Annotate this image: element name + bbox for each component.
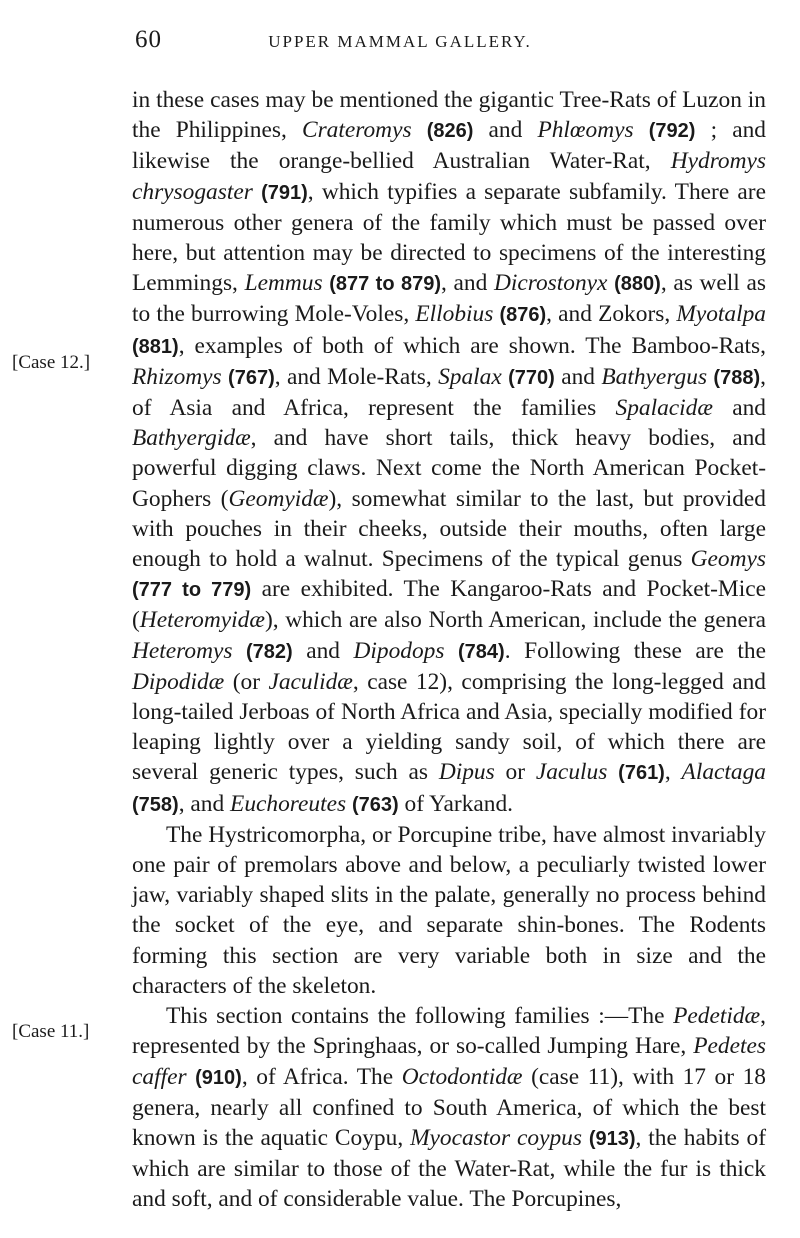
text-run bbox=[634, 117, 649, 143]
taxon-name: Alactaga bbox=[681, 759, 766, 786]
taxon-name: Euchoreutes bbox=[230, 790, 347, 817]
specimen-number: (910) bbox=[195, 1066, 242, 1089]
specimen-number: (880) bbox=[614, 273, 661, 296]
specimen-number: (881) bbox=[132, 335, 179, 358]
specimen-number: (913) bbox=[588, 1127, 636, 1150]
text-run: ; and likewise the orange-bellied Australian Water-Rat, bbox=[132, 117, 766, 175]
paragraph bbox=[132, 85, 766, 820]
text-run: (case 11), with 17 or 18 genera, nearly all confined to South America, of which the best known is the aquatic Coypu, bbox=[132, 1063, 766, 1151]
text-run: , the habits of which are similar to those of the Water-Rat, while the fur is thick and soft, and of considerable value. The Porcupines, bbox=[132, 1124, 766, 1213]
taxon-name: Jaculidæ bbox=[268, 668, 353, 695]
text-run: or bbox=[494, 759, 536, 786]
taxon-name: Geomys bbox=[690, 546, 766, 573]
taxon-name: Phlœomys bbox=[537, 117, 634, 144]
specimen-number: (758) bbox=[132, 793, 179, 816]
text-run bbox=[412, 117, 427, 143]
text-run bbox=[253, 179, 261, 205]
specimen-number: (788) bbox=[713, 366, 761, 389]
text-run: , and bbox=[178, 790, 231, 817]
text-run: , of Africa. The bbox=[241, 1063, 402, 1090]
text-run: , represented by the Springhaas, or so-called Jumping Hare, bbox=[132, 1003, 766, 1060]
taxon-name: Hydromys chrysogaster bbox=[132, 148, 766, 205]
taxon-name: Heteromyidæ bbox=[139, 607, 265, 634]
taxon-name: Pedetes caffer bbox=[132, 1033, 766, 1090]
text-run: , examples of both of which are shown. The Bamboo-Rats, bbox=[178, 332, 766, 359]
text-run: , and Mole-Rats, bbox=[274, 363, 439, 390]
taxon-name: Myocastor coypus bbox=[410, 1124, 582, 1151]
text-run: , as well as to the burrowing Mole-Voles, bbox=[132, 270, 766, 328]
text-run: and bbox=[473, 117, 538, 144]
taxon-name: Crateromys bbox=[301, 117, 412, 144]
taxon-name: Bathyergidæ bbox=[132, 425, 251, 452]
text-run: , and have short tails, thick heavy bodies, and powerful digging claws. Next come the North American Pocket-Gophers ( bbox=[132, 425, 766, 512]
taxon-name: Ellobius bbox=[415, 301, 494, 328]
text-run: and bbox=[292, 637, 354, 664]
text-run bbox=[582, 1125, 589, 1151]
taxon-name: Lemmus bbox=[244, 270, 323, 297]
taxon-name: Octodontidæ bbox=[401, 1063, 523, 1090]
paragraph bbox=[132, 1001, 766, 1214]
text-run: . Following these are the bbox=[504, 637, 766, 664]
specimen-number: (876) bbox=[499, 304, 547, 327]
text-run: ), which are also North American, include the genera bbox=[264, 607, 766, 634]
paragraph bbox=[132, 820, 766, 1001]
text-run: of Yarkand. bbox=[398, 790, 514, 817]
text-run: in these cases may be mentioned the gigantic Tree-Rats of Luzon in the Philippines, bbox=[132, 87, 766, 144]
text-run: , of Asia and Africa, represent the families bbox=[132, 363, 766, 422]
taxon-name: Heteromys bbox=[132, 637, 233, 664]
text-run: and bbox=[554, 363, 602, 390]
taxon-name: Bathyergus bbox=[601, 363, 708, 390]
text-run: and bbox=[712, 395, 767, 422]
body-text bbox=[132, 85, 766, 1215]
specimen-number: (761) bbox=[618, 762, 665, 785]
taxon-name: Geomyidæ bbox=[228, 485, 329, 512]
specimen-number: (784) bbox=[458, 640, 505, 663]
text-run bbox=[607, 759, 618, 785]
specimen-number: (767) bbox=[228, 366, 275, 389]
running-title: UPPER MAMMAL GALLERY. bbox=[268, 32, 532, 51]
text-run: , which typifies a separate subfamily. There are numerous other genera of the family which must be passed over here, but attention may be directed to specimens of the interesting Lemmings, bbox=[132, 178, 766, 297]
taxon-name: Spalax bbox=[438, 363, 502, 390]
specimen-number: (770) bbox=[508, 366, 555, 389]
taxon-name: Dipodidæ bbox=[132, 668, 225, 695]
margin-note-case-12: [Case 12.] bbox=[12, 352, 91, 373]
specimen-number: (826) bbox=[426, 120, 474, 143]
text-run bbox=[232, 638, 246, 664]
text-run: , and bbox=[440, 270, 494, 297]
text-run: , case 12), comprising the long-legged and long-tailed Jerboas of North Africa and Asia, specially modified for leaping lightly over a yielding sandy soil, of which there are several generic types, such as bbox=[132, 668, 766, 786]
text-run bbox=[187, 1064, 196, 1090]
taxon-name: Myotalpa bbox=[676, 301, 766, 328]
specimen-number: (763) bbox=[351, 793, 399, 816]
specimen-number: (792) bbox=[648, 120, 696, 143]
text-run: , and Zokors, bbox=[546, 301, 677, 328]
specimen-number: (777 to 779) bbox=[132, 579, 252, 602]
taxon-name: Dipus bbox=[438, 759, 495, 786]
taxon-name: Dipodops bbox=[353, 637, 445, 664]
page-number: 60 bbox=[135, 26, 162, 53]
specimen-number: (782) bbox=[245, 640, 293, 663]
page-header bbox=[0, 26, 800, 66]
margin-note-case-11: [Case 11.] bbox=[12, 1021, 90, 1042]
taxon-name: Rhizomys bbox=[132, 363, 222, 390]
text-run: (or bbox=[224, 668, 269, 695]
text-run: are exhibited. The Kangaroo-Rats and Pocket-Mice ( bbox=[132, 576, 766, 634]
taxon-name: Jaculus bbox=[535, 759, 608, 786]
taxon-name: Spalacidæ bbox=[615, 395, 713, 422]
text-run bbox=[444, 638, 458, 664]
taxon-name: Pedetidæ bbox=[673, 1003, 761, 1030]
text-run: This section contains the following families :—The bbox=[166, 1003, 674, 1030]
taxon-name: Dicrostonyx bbox=[493, 270, 608, 297]
text-run: , bbox=[664, 759, 682, 786]
text-run: The Hystricomorpha, or Porcupine tribe, have almost invariably one pair of premolars above and below, a peculiarly twisted lower jaw, variably shaped slits in the palate, generally no process behind the socket of the eye, and separate shin-bones. The Rodents forming this section are very variable both in size and the characters of the skeleton. bbox=[132, 821, 766, 999]
specimen-number: (791) bbox=[261, 181, 308, 204]
specimen-number: (877 to 879) bbox=[329, 273, 441, 296]
text-run: ), somewhat similar to the last, but provided with pouches in their cheeks, outside their mouths, often large enough to hold a walnut. Specimens of the typical genus bbox=[132, 485, 767, 573]
